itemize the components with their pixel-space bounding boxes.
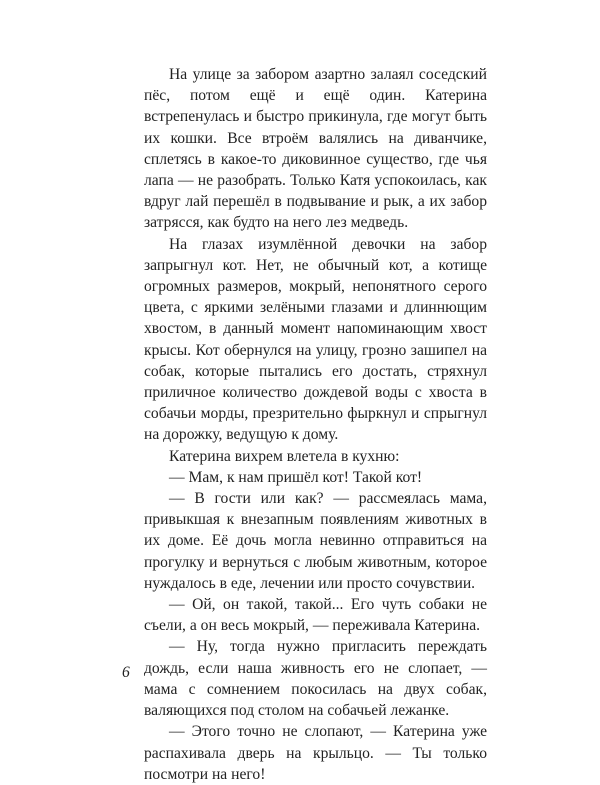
page-number: 6 bbox=[122, 664, 130, 681]
paragraph: — Мам, к нам пришёл кот! Такой кот! bbox=[169, 468, 423, 486]
paragraph: — Этого точно не слопают, — Катерина уже распахивала дверь на крыльцо. — Ты только посмотри на него! bbox=[144, 723, 487, 783]
paragraph: — В гости или как? — рассмеялась мама, привыкшая к внезапным появлениям животных в их доме. Её дочь могла невинно отправиться на прогулку и вернуться с любым животным, которое нуждалось в еде, лечении или просто сочувствии. bbox=[144, 490, 487, 592]
paragraph: Катерина вихрем влетела в кухню: bbox=[169, 447, 400, 465]
paragraph: — Ой, он такой, такой... Его чуть собаки не съели, а он весь мокрый, — переживала Катерина. bbox=[144, 596, 487, 635]
paragraph: На глазах изумлённой девочки на забор запрыгнул кот. Нет, не обычный кот, а котище огромных размеров, мокрый, непонятного серого цвета, с яркими зелёными глазами и длиннющим хвостом, в данный момент напоминающим хвост крысы. Кот обернулся на улицу, грозно зашипел на собак, которые пытались его достать, стряхнул приличное количество дождевой воды с хвоста в собачьи морды, презрительно фыркнул и спрыгнул на дорожку, ведущую к дому. bbox=[144, 235, 487, 444]
paragraph: — Ну, тогда нужно пригласить переждать дождь, если наша живность его не слопает, — мама с сомнением покосилась на двух собак, валяющихся под столом на собачьей лежанке. bbox=[144, 638, 487, 720]
paragraph: На улице за забором азартно залаял соседский пёс, потом ещё и ещё один. Катерина встрепенулась и быстро прикинула, где могут быть их кошки. Все втроём валялись на диванчике, сплетясь в какое-то диковинное существо, где чья лапа — не разобрать. Только Катя успокоилась, как вдруг лай перешёл в подвывание и рык, а их забор затрясся, как будто на него лез медведь. bbox=[144, 66, 487, 232]
page-text bbox=[144, 64, 487, 785]
